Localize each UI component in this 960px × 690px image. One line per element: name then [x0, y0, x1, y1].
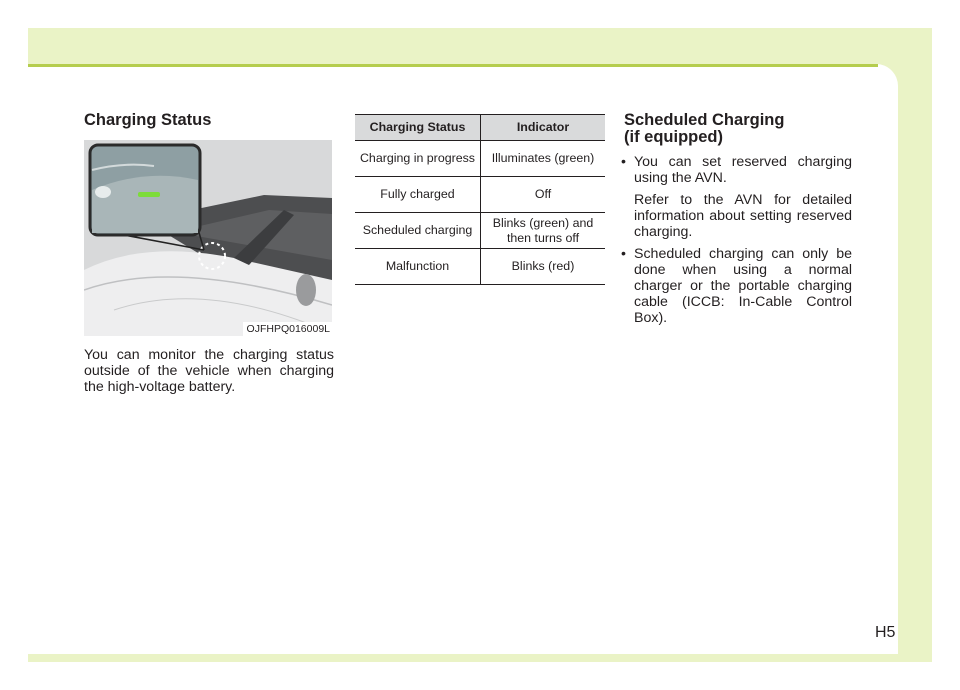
- indicator-cell: Blinks (red): [481, 249, 606, 285]
- indicator-cell: Off: [481, 177, 606, 213]
- top-rule: [28, 64, 878, 67]
- bullet-text: Scheduled charging can only be done when using a normal charger or the portable charging cable (ICCB: In-Cable Control Box).: [634, 246, 852, 326]
- scheduled-charging-heading: [624, 112, 784, 146]
- status-cell: Scheduled charging: [355, 213, 481, 249]
- bullet-subtext: Refer to the AVN for detailed information about setting reserved charging.: [634, 192, 852, 240]
- list-item: [620, 246, 852, 326]
- indicator-cell: Blinks (green) and then turns off: [481, 213, 606, 249]
- table-row: [355, 177, 605, 213]
- charging-status-table: [355, 114, 605, 285]
- bullet-text: You can set reserved charging using the AVN.: [634, 154, 852, 186]
- charging-status-paragraph: You can monitor the charging status outside of the vehicle when charging the high-voltage battery.: [84, 347, 334, 395]
- table-row: [355, 141, 605, 177]
- status-cell: Fully charged: [355, 177, 481, 213]
- charging-indicator-light: [138, 192, 160, 197]
- car-dashboard-illustration: [84, 140, 332, 336]
- charging-indicator-figure: [84, 140, 332, 336]
- column-header-status: Charging Status: [355, 115, 481, 141]
- charging-status-heading: Charging Status: [84, 111, 212, 129]
- list-item: [620, 154, 852, 240]
- page-number: H5: [875, 624, 896, 641]
- scheduled-charging-heading-line1: Scheduled Charging: [624, 111, 785, 129]
- table-row: [355, 249, 605, 285]
- indicator-cell: Illuminates (green): [481, 141, 606, 177]
- status-cell: Charging in progress: [355, 141, 481, 177]
- figure-code: OJFHPQ016009L: [243, 322, 332, 336]
- table-header-row: [355, 115, 605, 141]
- status-cell: Malfunction: [355, 249, 481, 285]
- scheduled-charging-list: [620, 154, 852, 326]
- scheduled-charging-heading-line2: (if equipped): [624, 128, 723, 146]
- table-row: [355, 213, 605, 249]
- column-header-indicator: Indicator: [481, 115, 606, 141]
